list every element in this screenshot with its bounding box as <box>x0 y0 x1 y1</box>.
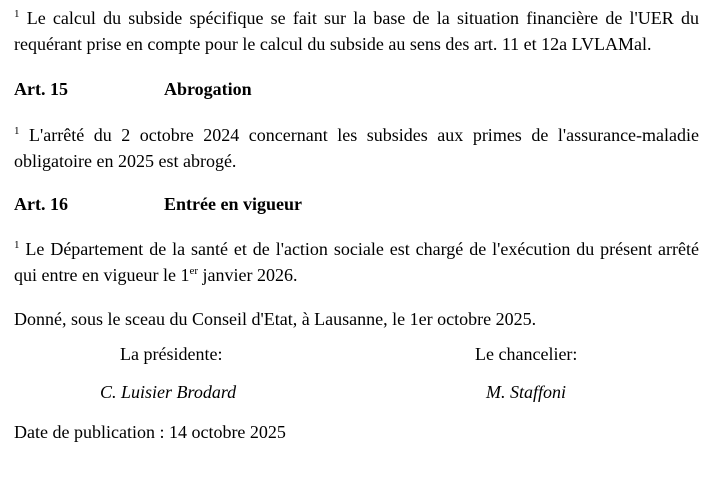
signatory-roles <box>14 341 699 367</box>
article-number: Art. 16 <box>14 194 68 214</box>
document-page <box>14 5 699 445</box>
signatory-names <box>14 379 699 405</box>
signatory-role-president: La présidente: <box>120 344 223 364</box>
art16-heading <box>14 191 699 217</box>
ordinal-superscript: er <box>189 265 198 277</box>
article-title: Abrogation <box>164 79 252 99</box>
art15-paragraph-1 <box>14 122 699 174</box>
given-at-statement: Donné, sous le sceau du Conseil d'Etat, à Lausanne, le 1er octobre 2025. <box>14 309 537 329</box>
signatory-role-chancellor: Le chancelier: <box>475 344 578 364</box>
art14-paragraph-1 <box>14 5 699 57</box>
publication-date: Date de publication : 14 octobre 2025 <box>14 422 286 442</box>
paragraph-text: L'arrêté du 2 octobre 2024 concernant les subsides aux primes de l'assurance-maladie obligatoire en 2025 est abrogé. <box>14 125 700 171</box>
signatory-name-president: C. Luisier Brodard <box>100 382 237 402</box>
paragraph-number: 1 <box>14 8 20 20</box>
paragraph-text-end: janvier 2026. <box>198 265 298 285</box>
article-number: Art. 15 <box>14 79 68 99</box>
paragraph-text: Le Département de la santé et de l'action sociale est chargé de l'exécution du présent arrêté qui entre en vigueur le 1 <box>14 239 699 285</box>
paragraph-number: 1 <box>14 125 20 137</box>
paragraph-text: Le calcul du subside spécifique se fait sur la base de la situation financière de l'UER du requérant prise en compte pour le calcul du subside au sens des art. 11 et 12a LVLAMal. <box>14 8 699 54</box>
art16-paragraph-1 <box>14 236 699 288</box>
signatory-name-chancellor: M. Staffoni <box>486 382 566 402</box>
paragraph-number: 1 <box>14 239 20 251</box>
article-title: Entrée en vigueur <box>164 194 302 214</box>
art15-heading <box>14 76 699 102</box>
